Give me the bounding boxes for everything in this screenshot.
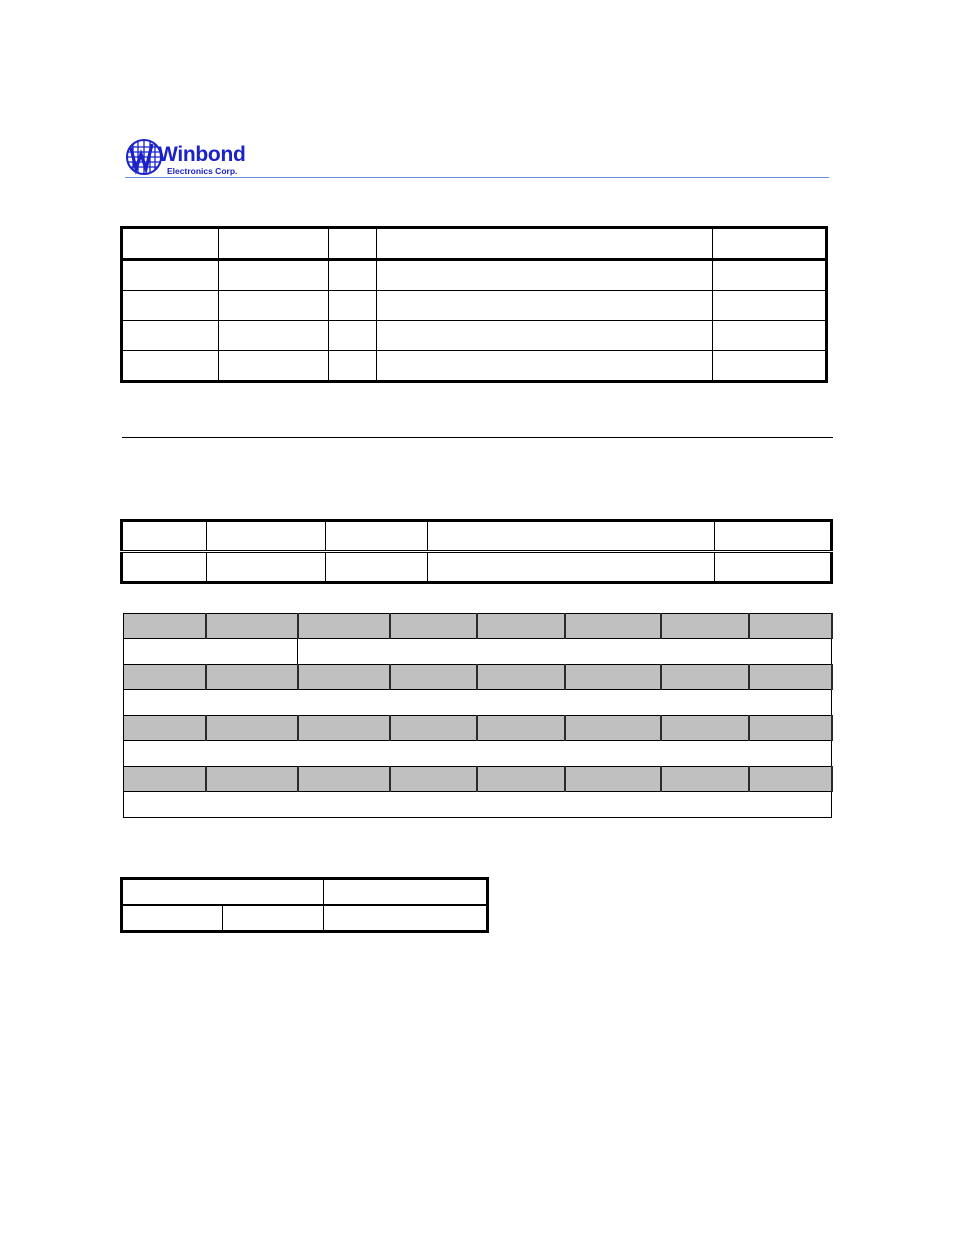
table-cell: [328, 351, 376, 382]
table-header-row: [122, 879, 488, 906]
table-cell: [713, 291, 827, 321]
table-cell: [328, 321, 376, 351]
bit-description-row: [124, 690, 832, 716]
company-logo: [125, 137, 255, 177]
table-cell: [713, 260, 827, 291]
bit-row: [124, 716, 832, 741]
table-header-row: [122, 521, 832, 552]
bit-cell: [298, 614, 390, 639]
table-cell: [328, 228, 376, 260]
bit-cell: [298, 665, 390, 690]
table-cell: [219, 260, 328, 291]
table-cell: [122, 228, 219, 260]
bit-cell: [749, 767, 832, 792]
table-cell: [122, 879, 324, 906]
bit-cell: [124, 767, 206, 792]
bit-cell: [477, 767, 565, 792]
bit-description-row: [124, 639, 832, 665]
table-cell: [122, 552, 207, 583]
bit-row: [124, 767, 832, 792]
bit-row: [124, 614, 832, 639]
table-row: [122, 260, 827, 291]
table-row: [122, 321, 827, 351]
bit-description-row: [124, 741, 832, 767]
table-cell: [219, 351, 328, 382]
bit-map-table: [123, 613, 833, 818]
bit-description-row: [124, 792, 832, 818]
bit-cell: [749, 716, 832, 741]
table-cell: [122, 291, 219, 321]
bit-cell: [124, 665, 206, 690]
field-cell: [298, 639, 832, 665]
table-cell: [122, 351, 219, 382]
bit-cell: [298, 716, 390, 741]
table-cell: [122, 521, 207, 552]
register-table-2: [120, 519, 833, 584]
header-rule: [125, 177, 829, 178]
bit-cell: [661, 716, 749, 741]
bit-cell: [749, 614, 832, 639]
table-cell: [122, 321, 219, 351]
bit-cell: [124, 716, 206, 741]
bit-cell: [124, 614, 206, 639]
bit-cell: [477, 614, 565, 639]
table-row: [122, 552, 832, 583]
table-row: [122, 905, 488, 932]
logo-subtitle: Electronics Corp.: [167, 166, 238, 176]
table-cell: [713, 321, 827, 351]
table-cell: [323, 905, 487, 932]
bit-cell: [390, 716, 477, 741]
table-cell: [122, 260, 219, 291]
table-cell: [323, 879, 487, 906]
table-cell: [122, 905, 223, 932]
bit-cell: [661, 767, 749, 792]
bit-cell: [661, 665, 749, 690]
table-cell: [428, 521, 715, 552]
table-cell: [219, 291, 328, 321]
table-cell: [328, 260, 376, 291]
table-cell: [377, 260, 713, 291]
table-cell: [328, 291, 376, 321]
table-cell: [428, 552, 715, 583]
table-cell: [377, 351, 713, 382]
table-cell: [715, 552, 832, 583]
bit-cell: [565, 767, 661, 792]
table-cell: [325, 521, 427, 552]
bit-cell: [749, 665, 832, 690]
table-header-row: [122, 228, 827, 260]
bit-cell: [661, 614, 749, 639]
bit-cell: [206, 614, 298, 639]
bit-cell: [390, 614, 477, 639]
table-cell: [222, 905, 323, 932]
bit-cell: [206, 665, 298, 690]
bit-cell: [477, 716, 565, 741]
bit-cell: [565, 716, 661, 741]
bit-cell: [477, 665, 565, 690]
table-cell: [207, 552, 326, 583]
table-cell: [377, 291, 713, 321]
bit-cell: [565, 665, 661, 690]
bit-cell: [206, 716, 298, 741]
table-cell: [377, 228, 713, 260]
logo-wordmark: Winbond: [158, 143, 246, 166]
bit-cell: [565, 614, 661, 639]
table-cell: [219, 321, 328, 351]
bit-cell: [390, 767, 477, 792]
table-cell: [219, 228, 328, 260]
table-cell: [713, 351, 827, 382]
section-divider: [122, 437, 833, 438]
table-cell: [377, 321, 713, 351]
table-cell: [713, 228, 827, 260]
bit-cell: [298, 767, 390, 792]
field-cell: [124, 741, 832, 767]
small-table: [120, 877, 489, 933]
table-cell: [207, 521, 326, 552]
table-row: [122, 351, 827, 382]
bit-cell: [206, 767, 298, 792]
field-cell: [124, 792, 832, 818]
register-table-1: [120, 226, 828, 383]
bit-cell: [390, 665, 477, 690]
bit-row: [124, 665, 832, 690]
table-cell: [325, 552, 427, 583]
field-cell: [124, 690, 832, 716]
table-cell: [715, 521, 832, 552]
table-row: [122, 291, 827, 321]
field-cell: [124, 639, 298, 665]
